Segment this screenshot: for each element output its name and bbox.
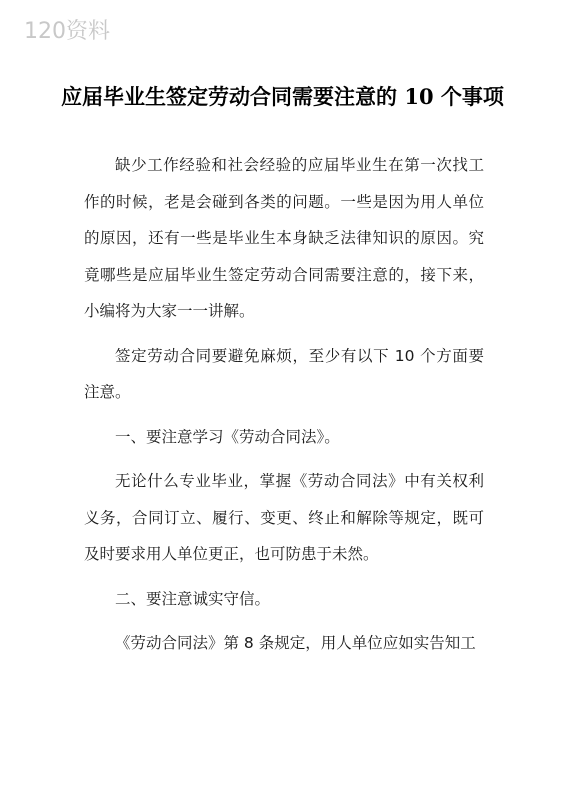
paragraph-item-2: 《劳动合同法》第 8 条规定，用人单位应如实告知工 xyxy=(115,634,476,652)
paragraph-summary: 签定劳动合同要避免麻烦，至少有以下 10 个方面要注意。 xyxy=(84,346,484,401)
watermark: 120资料 xyxy=(24,19,110,44)
heading-item-1: 一、要注意学习《劳动合同法》。 xyxy=(115,427,340,446)
paragraph-item-1: 无论什么专业毕业，掌握《劳动合同法》中有关权利义务，合同订立、履行、变更、终止和解除等规定，既可及时要求用人单位更正，也可防患于未然。 xyxy=(84,472,484,563)
document-body xyxy=(84,147,484,670)
document-title: 应届毕业生签定劳动合同需要注意的 10 个事项 xyxy=(61,84,504,109)
paragraph-intro: 缺少工作经验和社会经验的应届毕业生在第一次找工作的时候，老是会碰到各类的问题。一些是因为用人单位的原因，还有一些是毕业生本身缺乏法律知识的原因。究竟哪些是应届毕业生签定劳动合同需要注意的，接下来，小编将为大家一一讲解。 xyxy=(84,156,484,320)
heading-item-2: 二、要注意诚实守信。 xyxy=(115,589,271,608)
